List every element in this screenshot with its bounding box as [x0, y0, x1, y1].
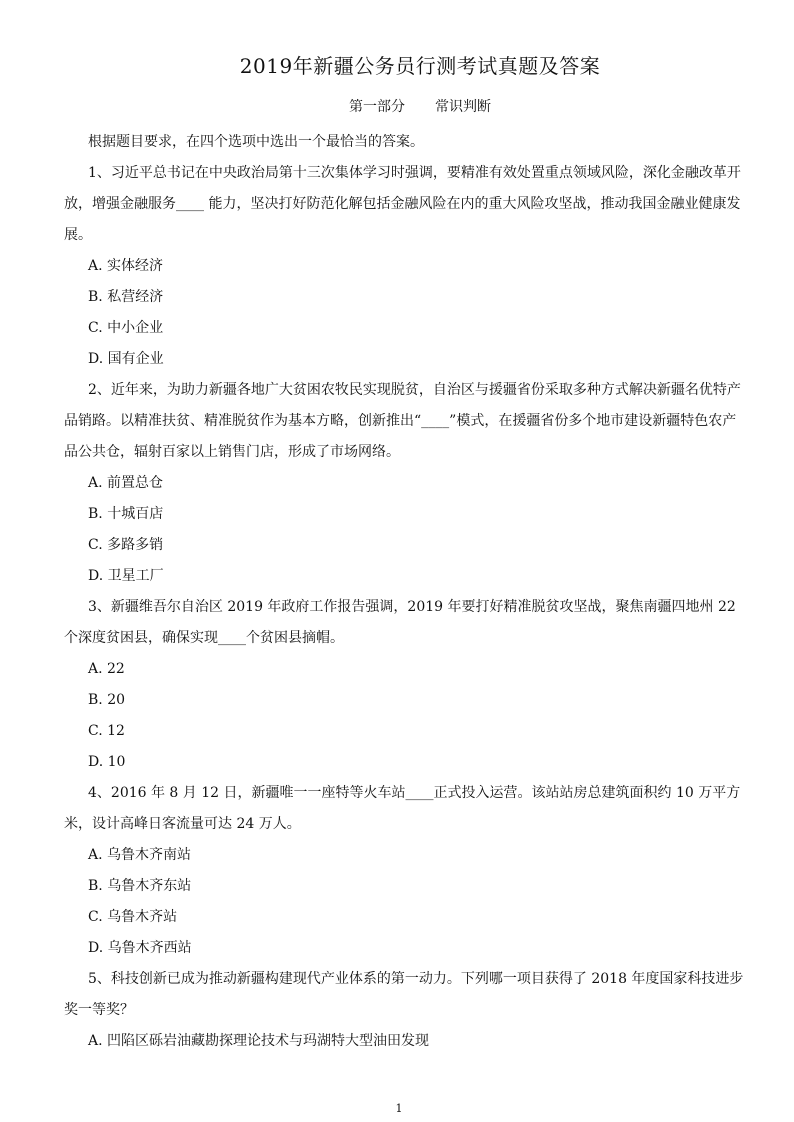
section-name: 常识判断 — [435, 99, 491, 115]
option-d: D. 卫星工厂 — [88, 568, 164, 584]
instruction-text: 根据题目要求，在四个选项中选出一个最恰当的答案。 — [88, 134, 424, 150]
document-title: 2019年新疆公务员行测考试真题及答案 — [239, 54, 601, 78]
option-c: C. 12 — [88, 723, 125, 739]
option-b: B. 乌鲁木齐东站 — [88, 878, 192, 894]
question-text: 4、2016 年 8 月 12 日，新疆唯一一座特等火车站____正式投入运营。该站站房总建筑面积约 10 万平方米，设计高峰日客流量可达 24 万人。 — [64, 785, 741, 832]
option-c: C. 乌鲁木齐站 — [88, 909, 178, 925]
question-text: 1、习近平总书记在中央政治局第十三次集体学习时强调，要精准有效处置重点领域风险，深化金融改革开放，增强金融服务____ 能力，坚决打好防范化解包括金融风险在内的重大风险攻坚战，推动我国金融业健康发展。 — [64, 165, 741, 243]
option-c: C. 多路多销 — [88, 537, 164, 553]
option-a: A. 乌鲁木齐南站 — [88, 847, 192, 863]
question-text: 2、近年来，为助力新疆各地广大贫困农牧民实现脱贫，自治区与援疆省份采取多种方式解决新疆名优特产品销路。以精准扶贫、精准脱贫作为基本方略，创新推出“____”模式，在援疆省份多个地市建设新疆特色农产品公共仓，辐射百家以上销售门店，形成了市场网络。 — [64, 382, 741, 460]
section-part: 第一部分 — [349, 99, 405, 115]
question-text: 3、新疆维吾尔自治区 2019 年政府工作报告强调，2019 年要打好精准脱贫攻坚战，聚焦南疆四地州 22 个深度贫困县，确保实现____个贫困县摘帽。 — [64, 599, 736, 646]
question-body — [64, 127, 744, 1057]
section-heading — [0, 96, 794, 116]
option-c: C. 中小企业 — [88, 320, 164, 336]
question-2 — [64, 375, 744, 592]
page-number: 1 — [395, 1102, 403, 1115]
option-a: A. 实体经济 — [88, 258, 164, 274]
question-3 — [64, 592, 744, 778]
option-a: A. 前置总仓 — [88, 475, 164, 491]
option-d: D. 10 — [88, 754, 126, 770]
option-d: D. 乌鲁木齐西站 — [88, 940, 192, 956]
question-4 — [64, 778, 744, 964]
option-b: B. 十城百店 — [88, 506, 164, 522]
option-a: A. 22 — [88, 661, 125, 677]
option-d: D. 国有企业 — [88, 351, 164, 367]
question-text: 5、科技创新已成为推动新疆构建现代产业体系的第一动力。下列哪一项目获得了 2018 年度国家科技进步奖一等奖？ — [64, 971, 744, 1018]
option-b: B. 私营经济 — [88, 289, 164, 305]
question-1 — [64, 158, 744, 375]
option-a: A. 凹陷区砾岩油藏勘探理论技术与玛湖特大型油田发现 — [88, 1033, 430, 1049]
option-b: B. 20 — [88, 692, 126, 708]
question-5 — [64, 964, 744, 1057]
